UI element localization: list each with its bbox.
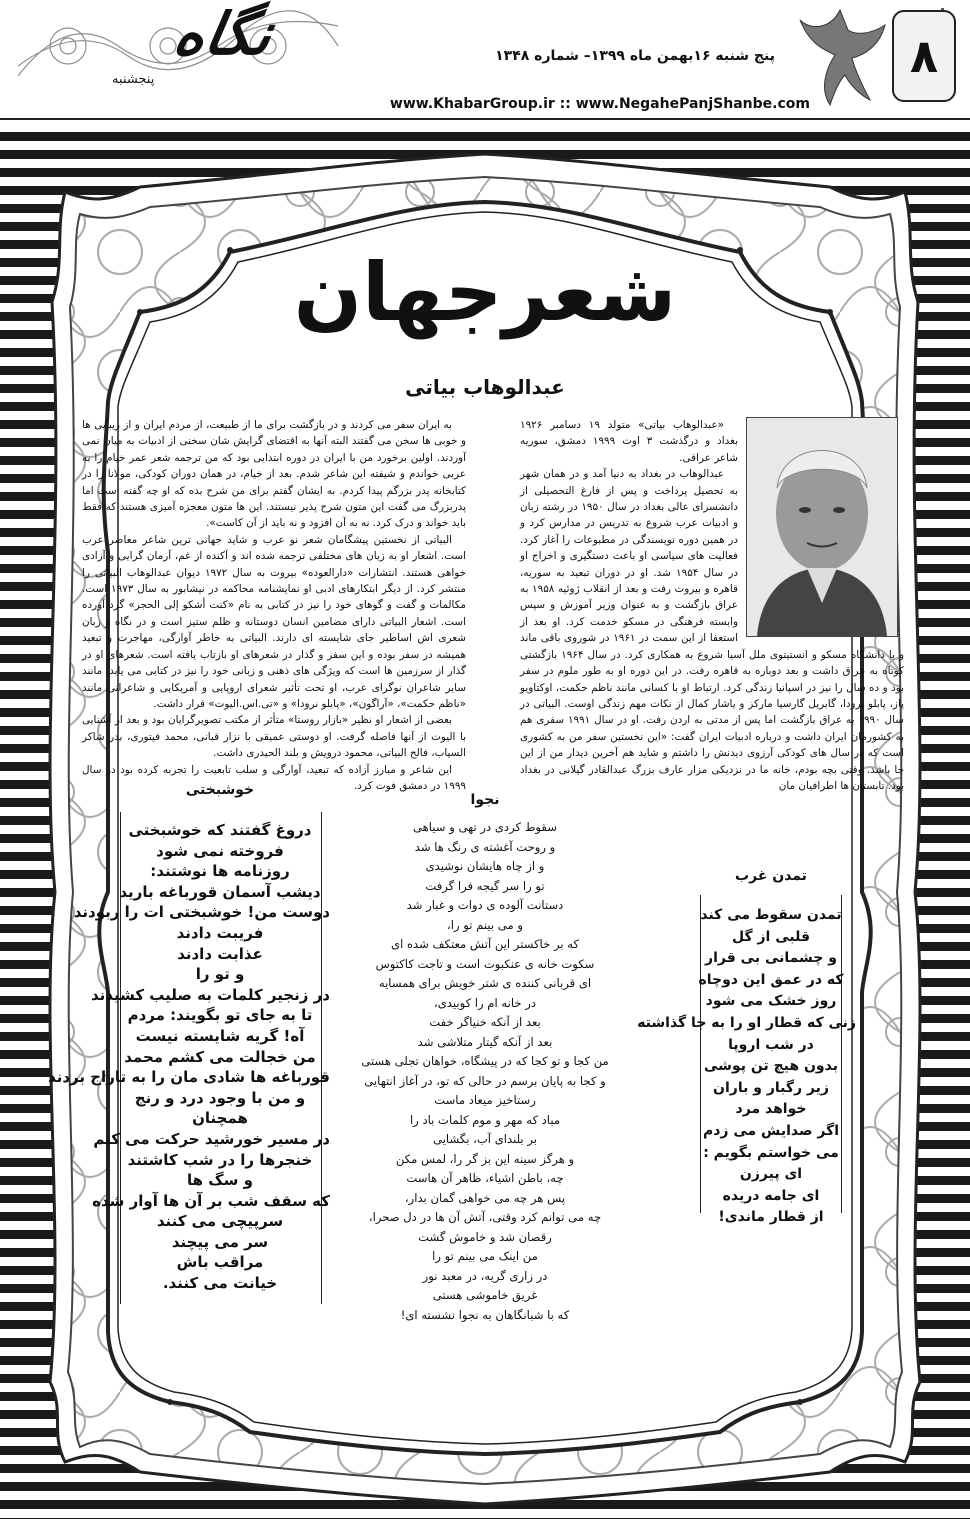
poem-prosperity xyxy=(48,820,330,1294)
poem-line: ای قربانی کننده ی شتر خویش برای همسایه xyxy=(378,976,592,990)
poem-line: زنی که قطار او را به جا گذاشته xyxy=(637,1014,856,1031)
issue-date: پنج شنبه ۱۶بهمن ماه ۱۳۹۹– شماره ۱۳۴۸ xyxy=(495,48,775,64)
page-number: ۸ xyxy=(892,10,956,102)
poem-title-najwa: نجوا xyxy=(470,792,500,808)
poem-line: تا به جای تو بگویند: مردم xyxy=(127,1006,313,1025)
poem-line: من کجا و تو کجا که در پیشگاه، خواهان تجلی هستی xyxy=(361,1054,609,1068)
poem-line: سکوت خانه ی عنکبوت است و تاجت کاکتوس xyxy=(375,956,595,971)
poem-line: ای پیرزن xyxy=(739,1166,803,1183)
article-paragraph: عبدالوهاب در بغداد به دنیا آمد و در همان شهر به تحصیل پرداخت و پس از فارغ التحصیلی از دانشسرای عالی بغداد در سال ۱۹۵۰ در رشته زبان و ادبیات عرب شروع به تدریس در مدارس کرد و در همین دوره نویسندگی در مطبوعات را آغاز کرد. فعالیت های سیاسی او باعث دستگیری و اخراج او در سال ۱۹۵۴ شد. او در دوران تبعید به سوریه، قاهره و بیروت رفت و بعد از انقلاب ژوئیه ۱۹۵۸ به عراق بازگشت و به عنوان وزیر آموزش و سپس وابسته فرهنگی در مسکو خدمت کرد. او بعد از استعفا از این سمت در ۱۹۶۱ در شوروی باقی ماند و با دانشگاه مسکو و انستیتوی ملل آسیا شروع به همکاری کرد. در سال ۱۹۶۴ بازگشتی کوتاه به عراق داشت و بعد دوباره به قاهره رفت. در این دوره او به طور ملوم در سفر بود و ده سال را نیز در اسپانیا زندگی کرد. ارتباط او با کسانی مانند ناظم حکمت، اوکتاویو پاز، پابلو نرودا، گابریل گارسیا مارکز و یاشار کمال از نکات مهم زندگی اوست. البیاتی در سال ۱۹۹۰ به عراق بازگشت اما پس از مدتی به اردن رفت. او در سال ۱۹۹۱ سفری هم به کشورمان ایران داشت و درباره ادبیات ایران گفت: «این نخستین سفر من به کشوری است که در سال های کودکی آرزوی دیدنش را داشتم و شاید هم آخرین دیدار من از این جا باشد. وقتی بچه بودم، خانه ما در نزدیکی مزار عارف بزرگ عبدالقادر گیلانی در بغداد بود. تابستان ها اطرافیان مان xyxy=(520,468,905,792)
article-paragraph: این شاعر و مبارز آزاده که تبعید، آوارگی و سلب تابعیت را تجربه کرده بود در سال ۱۹۹۹ در دمشق فوت کرد. xyxy=(82,763,466,792)
poem-title-prosperity: خوشبختی xyxy=(185,782,255,798)
poem-line: چه، باطن اشیاء، ظاهر آن هاست xyxy=(406,1171,564,1185)
poem-line: دوست من! خوشبختی ات را ربودند xyxy=(73,903,330,922)
poem-line: در مسیر خورشید حرکت می کنم xyxy=(93,1129,330,1148)
poem-line: در شب اروپا xyxy=(728,1036,814,1053)
phoenix-icon xyxy=(790,0,890,110)
poem-line: قورباغه ها شادی مان را به تاراج بردند xyxy=(48,1068,330,1087)
page-title: شعرجهان xyxy=(293,246,677,339)
poem-line: آه! گریه شایسته نیست xyxy=(135,1026,305,1045)
article-paragraph: بعضی از اشعار او نظیر «بازار روستا» متأثر از مکتب تصویرگرایان بود و بعد از آشنایی با الیوت از آنها فاصله گرفت. او دوستی عمیقی با نزار قبانی، محمد فیتوری، بدر شاکر السیاب، فالح البیاتی، محمود درویش و بلند الحیدری داشت. xyxy=(82,714,466,760)
poem-line: که با شبانگاهان به نجوا نشسته ای! xyxy=(400,1307,570,1322)
poem-line: که در عمق این دوچاه xyxy=(698,971,844,988)
poem-line: تمدن سقوط می کند xyxy=(700,907,842,923)
poem-line: دروغ گفتند که خوشبختی xyxy=(128,821,312,839)
poem-line: و سگ ها xyxy=(187,1171,253,1190)
poem-line: همچنان xyxy=(192,1109,248,1128)
article-paragraph: به ایران سفر می کردند و در بازگشت برای ما از طبیعت، از مردم ایران و از زیبایی ها و خوبی ها سخن می گفتند البته آنها به اقتضای گرایش شان سخنی از ادبیات به میان نمی آوردند. اولین برخورد من با ایران در دوره ابتدایی بود که من ترجمه شعر عمر خیام را به عربی خواندم و شیفته این شاعر شدم. بعد از خیام، در همان دوران کودکی، مولانا را در کتابخانه پدر بزرگم پیدا کردم. به ایشان گفتم برای من شرح بده که او چه گفته است اما پدربزرگ می گفت این متون شرح پذیر نیستند. این ها متون معجزه آمیزی هستند که فقط باید خواند و درک کرد. نه به آن افزود و نه باید از آن کاست». xyxy=(82,419,466,530)
poem-line: سقوط کردی در تهی و سیاهی xyxy=(413,820,557,834)
poem-line: خیانت می کنند. xyxy=(162,1274,278,1293)
poem-line: و چشمانی بی قرار xyxy=(705,950,837,967)
website-urls: www.KhabarGroup.ir :: www.NegahePanjShanbe.com xyxy=(389,96,810,112)
masthead-logo: نگاه xyxy=(169,0,278,68)
poem-line: و می بینم تو را، xyxy=(447,917,523,932)
poem-line: و کجا به پایان برسم در حالی که تو، در آغاز انتهایی xyxy=(364,1073,606,1088)
poem-line: فروخته نمی شود xyxy=(156,841,284,860)
poem-line: زیر رگبار و باران xyxy=(713,1079,829,1096)
poem-line: سر می پیچند xyxy=(171,1232,269,1251)
poem-line: در خانه ام را کوبیدی، xyxy=(433,995,536,1010)
poem-line: من اینک می بینم تو را xyxy=(432,1249,538,1263)
masthead-subtitle: پنجشنبه xyxy=(112,72,155,87)
page-header xyxy=(0,0,970,132)
poem-line: چه می توانم کرد وقتی، آتش آن ها در دل صحرا، xyxy=(368,1210,602,1224)
poem-line: سرپیچی می کنند xyxy=(156,1212,284,1231)
article-column-left xyxy=(82,417,466,794)
poem-line: تو را سر گیجه فرا گرفت xyxy=(425,878,545,893)
poem-line: دستانت آلوده ی دوات و غبار شد xyxy=(406,898,564,912)
poem-line: می خواستم بگویم : xyxy=(703,1144,839,1161)
poem-line: غریق خاموشی هستی xyxy=(432,1288,538,1302)
poem-line: مراقب باش xyxy=(176,1253,264,1272)
poem-title-west: تمدن غرب xyxy=(735,868,807,884)
poem-line: پس هر چه می خواهی گمان بدار، xyxy=(404,1190,566,1205)
poem-line: فریبت دادند xyxy=(176,923,264,942)
poet-portrait xyxy=(746,417,898,637)
poem-line: و تو را xyxy=(195,965,245,984)
poem-line: روز خشک می شود xyxy=(705,993,837,1010)
poem-line: بعد از آنکه گیتار متلاشی شد xyxy=(417,1034,553,1049)
poem-line: رقصان شد و خاموش گشت xyxy=(418,1229,552,1244)
poem-line: و روحت آغشته ی رنگ ها شد xyxy=(414,839,556,854)
poem-line: مباد که مهر و موم کلمات باد را xyxy=(409,1112,561,1127)
poem-line: بر بلندای آب، بگشایی xyxy=(433,1132,537,1146)
poem-line: و من با وجود درد و رنج xyxy=(134,1088,306,1107)
poem-line: که بر خاکستر این آتش معتکف شده ای xyxy=(391,937,579,951)
poem-line: که سقف شب بر آن ها آوار شده xyxy=(92,1191,330,1210)
header-rule xyxy=(0,118,970,120)
poem-line: روزنامه ها نوشتند: xyxy=(150,862,290,881)
poem-line: ای جامه دریده xyxy=(722,1187,820,1204)
poem-west xyxy=(637,905,856,1229)
poem-line: و از چاه هایشان نوشیدی xyxy=(425,859,545,873)
poem-line: بعد از آنکه خنیاگر خفت xyxy=(429,1015,541,1029)
poem-line: از قطار ماندی! xyxy=(718,1209,824,1226)
poem-line: در زنجیر کلمات به صلیب کشیدند xyxy=(90,985,330,1004)
poem-line: قلبی از گل xyxy=(731,928,810,945)
poem-line: بدون هیچ تن پوشی xyxy=(704,1058,838,1075)
poem-line: من خجالت می کشم محمد xyxy=(124,1047,316,1066)
poem-line: و هرگز سینه این بز گر را، لمس مکن xyxy=(395,1151,575,1166)
poet-name: عبدالوهاب بیاتی xyxy=(405,375,565,399)
poem-line: دیشب آسمان قورباغه بارید xyxy=(119,882,321,901)
poem-line: رستاخیز میعاد ماست xyxy=(434,1093,536,1107)
poem-line: خنجرها را در شب کاشتند xyxy=(127,1150,313,1169)
poem-line: اگر صدایش می زدم xyxy=(702,1122,840,1139)
poem-line: عذابت دادند xyxy=(177,944,263,963)
poem-line: در زاری گریه، در معبد نور xyxy=(422,1268,548,1283)
article-paragraph: البیاتی از نخستین پیشگامان شعر نو عرب و شاید جهانی ترین شاعر معاصر عرب است. اشعار او به زبان های مختلفی ترجمه شده اند و آکنده از غم، آرمان گرایی و آزادی خواهی هستند. انتشارات «دارالعوده» بیروت به سال ۱۹۷۲ دیوان عبدالوهاب البیاتی را منتشر کرد. از دیگر ابتکارهای ادبی او نمایشنامه محاکمه در نیشابور به سال ۱۹۷۳ است. مکالمات و گفت و گوهای خود را نیز در کتابی به نام «کنت أشکو إلی الحجر» گرد آورده است. اشعار البیاتی دارای مضامین انسان دوستانه و ظلم ستیز است و در نگاه و زبان شعری اش اساطیر جای شایسته ای دارند. البیاتی به خاطر آوارگی، مهاجرت و تبعید همیشه در سفر بوده و این سفر و گذار در شعرهای او بازتاب یافته است. شعرهای او در گذار از سرزمین ها است که ویژگی های ذهنی و زبانی خود را نیز در کتابی می یابد. مانند سایر شاعران نوگرای عرب، او تحت تأثیر شعرای اروپایی و آمریکایی و شاعرانی مانند «ناظم حکمت»، «آراگون»، «پابلو نرودا» و «تی.اس.الیوت» قرار داشت. xyxy=(82,533,466,710)
article-paragraph: «عبدالوهاب بیاتی» متولد ۱۹ دسامبر ۱۹۲۶ بغداد و درگذشت ۳ اوت ۱۹۹۹ دمشق، سوریه شاعر عراقی. xyxy=(520,419,738,464)
poem-najwa xyxy=(350,818,620,1325)
article-column-right xyxy=(520,417,904,794)
poem-line: خواهد مرد xyxy=(735,1101,807,1118)
